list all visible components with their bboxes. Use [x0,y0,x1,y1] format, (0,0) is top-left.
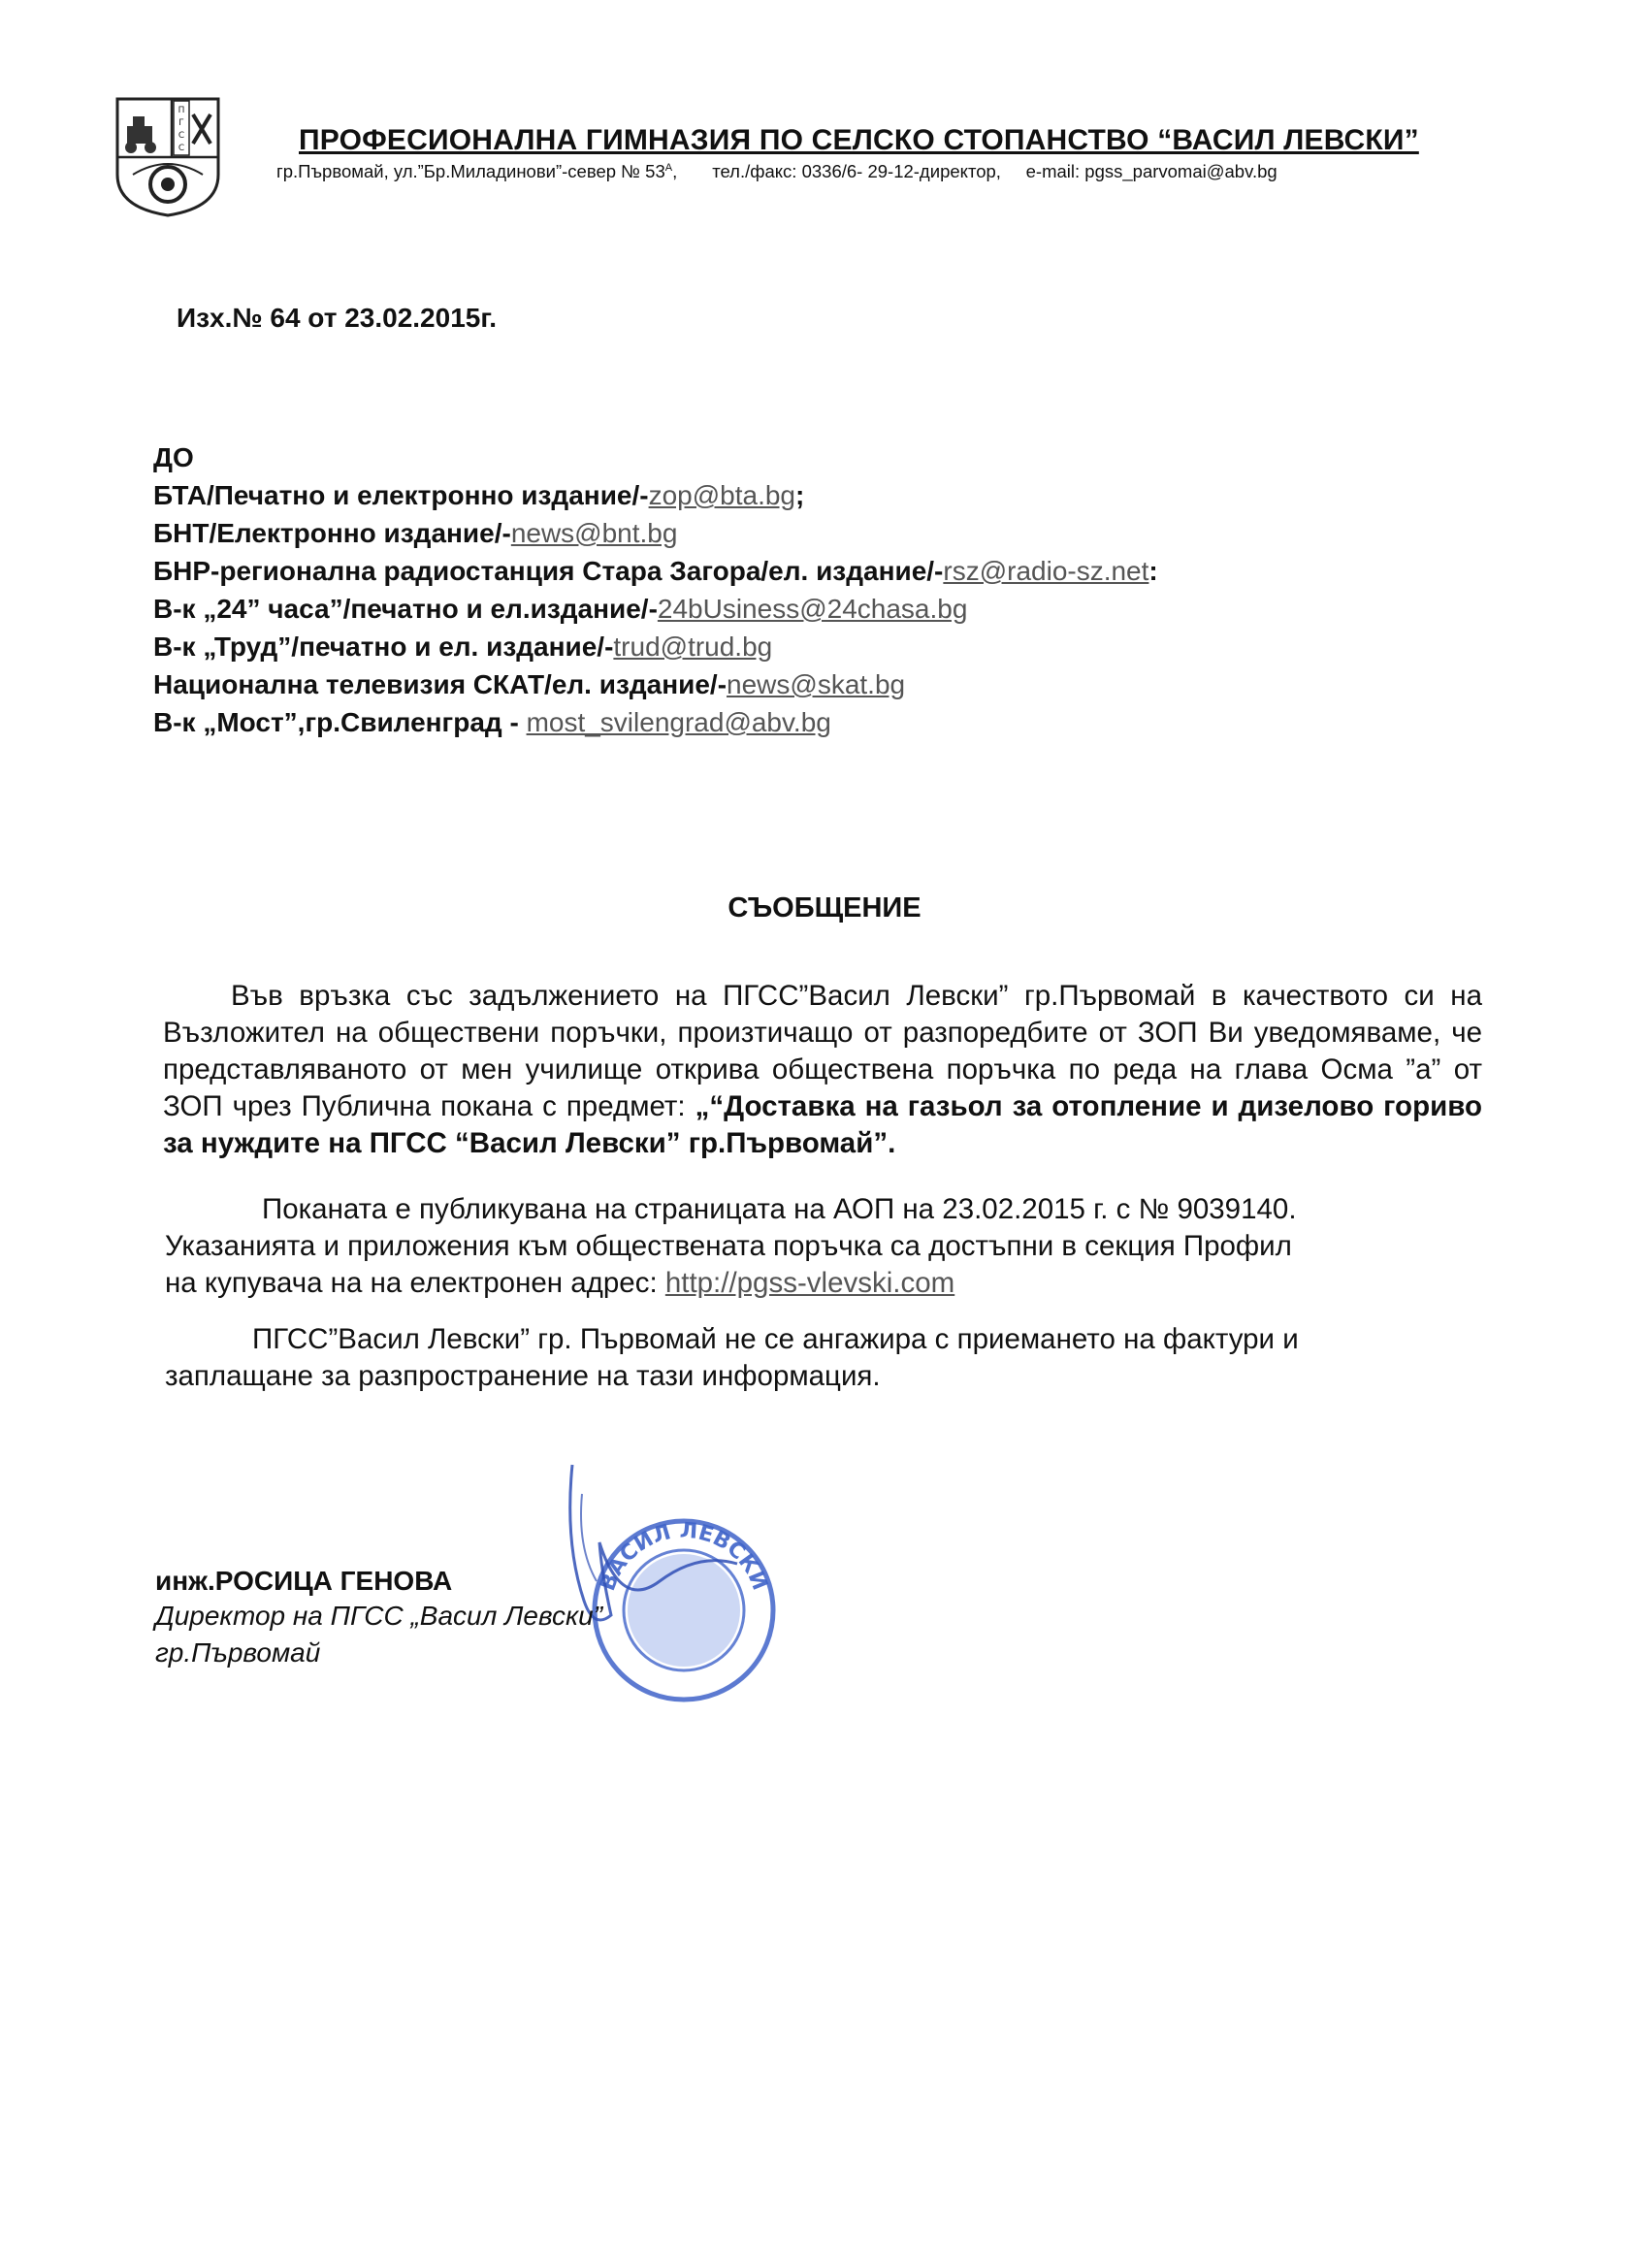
stamp-and-signature-icon [543,1455,786,1707]
recipient-email-link[interactable]: trud@trud.bg [613,632,773,662]
message-p1-text: Във връзка със задължението на ПГСС”Васил Левски” гр.Първомай в качеството си на Възложител на обществени поръчки, произтичащо от разпоредбите от ЗОП Ви уведомяваме, че представляваното от мен училище открива обществена поръчка по реда на глава Осма ”а” от ЗОП чрез Публична покана с предмет: [163,980,1482,1122]
recipient-end: ; [795,480,805,510]
message-paragraph-3 [165,1321,1465,1395]
recipient-email-link[interactable]: 24bUsiness@24chasa.bg [657,594,968,624]
recipient-name: В-к „24” часа”/печатно и ел.издание/- [153,594,658,624]
recipient-name: В-к „Мост”,гр.Свиленград - [153,707,527,737]
recipient-name: БТА/Печатно и електронно издание/- [153,480,649,510]
message-p2-line-3 [165,1265,1465,1302]
school-contacts [276,161,1277,182]
recipient-row [153,703,1158,741]
signatory-town: гр.Първомай [155,1637,321,1668]
recipients-to: ДО [153,442,194,472]
svg-text:С: С [178,144,185,153]
recipient-name: В-к „Труд”/печатно и ел. издание/- [153,632,614,662]
school-title: ПРОФЕСИОНАЛНА ГИМНАЗИЯ ПО СЕЛСКО СТОПАНСТВО “ВАСИЛ ЛЕВСКИ” [299,124,1419,156]
recipient-row [153,514,1158,552]
message-paragraph-1 [163,978,1482,1162]
recipient-row [153,628,1158,665]
recipient-row [153,665,1158,703]
recipient-row [153,476,1158,514]
address-superscript: А [664,161,673,174]
message-paragraph-2 [165,1191,1465,1302]
recipient-name: БНР-регионална радиостанция Стара Загора/ел. издание/- [153,556,944,586]
recipient-row [153,590,1158,628]
recipient-email-link[interactable]: news@bnt.bg [510,518,678,548]
message-p3-line-2: заплащане за разпространение на тази информация. [165,1360,881,1392]
svg-text:С: С [178,131,185,141]
school-address: гр.Първомай, ул.”Бр.Миладинови”-север № 53 [276,161,665,181]
outgoing-number: Изх.№ 64 от 23.02.2015г. [177,303,497,333]
recipient-end: : [1148,556,1158,586]
signatory-name: инж.РОСИЦА ГЕНОВА [155,1566,453,1596]
message-p1-subject: „“Доставка на газьол за отопление и дизелово гориво за нуждите на ПГСС “Васил Левски” гр.Първомай”. [163,1090,1483,1159]
message-p3-line-1: ПГСС”Васил Левски” гр. Първомай не се ангажира с приемането на фактури и [252,1323,1299,1355]
recipient-name: Национална телевизия СКАТ/ел. издание/- [153,669,728,699]
stamp-text: ВАСИЛ ЛЕВСКИ [596,1518,772,1595]
address-tail: , [672,161,678,181]
recipient-email-link[interactable]: zop@bta.bg [648,480,795,510]
signatory-role: Директор на ПГСС „Васил Левски” [155,1601,603,1631]
message-p2-line-3-prefix: на купувача на на електронен адрес: [165,1267,665,1299]
recipients-block [153,438,1158,741]
school-phone: тел./факс: 0336/6- 29-12-директор, [712,161,1001,181]
message-p2-line-2: Указанията и приложения към обществената поръчка са достъпни в секция Профил [165,1230,1292,1262]
website-link[interactable]: http://pgss-vlevski.com [664,1267,955,1299]
recipient-email-link[interactable]: most_svilengrad@abv.bg [526,707,831,737]
recipient-name: БНТ/Електронно издание/- [153,518,511,548]
recipient-email-link[interactable]: rsz@radio-sz.net [943,556,1149,586]
svg-text:П: П [178,106,185,115]
school-email[interactable]: e-mail: pgss_parvomai@abv.bg [1025,161,1277,181]
message-p2-line-1: Поканата е публикувана на страницата на АОП на 23.02.2015 г. с № 9039140. [262,1193,1297,1225]
recipient-email-link[interactable]: news@skat.bg [727,669,906,699]
recipient-row [153,552,1158,590]
svg-text:Г: Г [178,118,184,128]
message-title: СЪОБЩЕНИЕ [728,892,922,923]
school-logo-icon [113,95,222,217]
